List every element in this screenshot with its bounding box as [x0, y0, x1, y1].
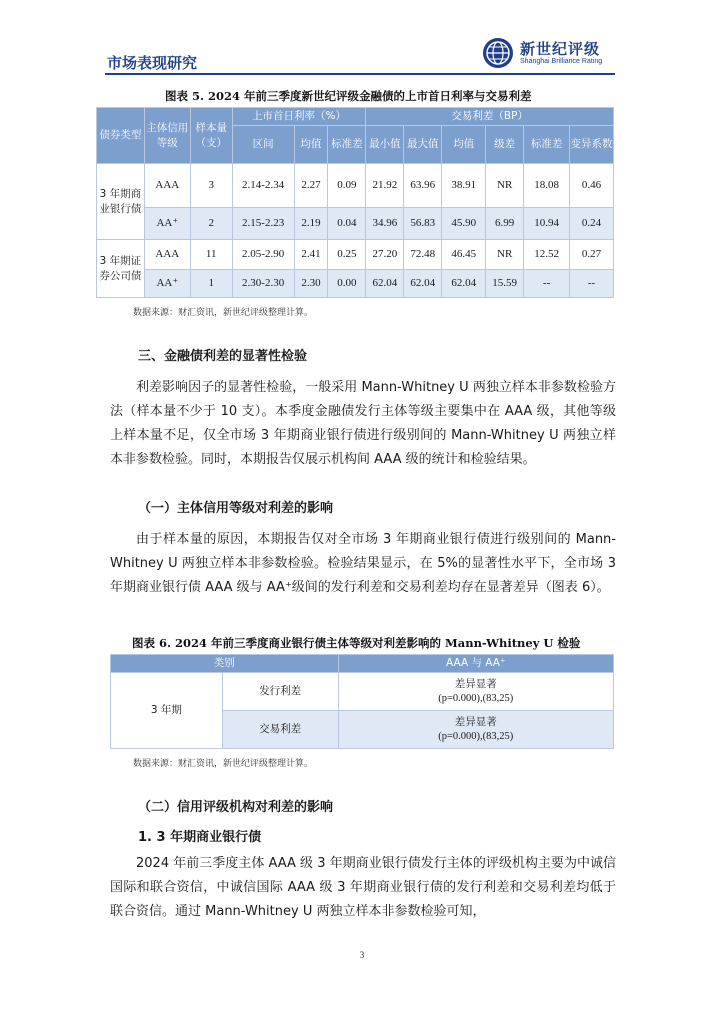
trading-std-cell: --: [524, 270, 570, 298]
header-trading-mean: 均值: [442, 126, 486, 164]
cv-cell: 0.24: [570, 208, 614, 240]
header-divider: [105, 73, 615, 75]
max-cell: 72.48: [404, 240, 442, 270]
range-cell: 2.05-2.90: [232, 240, 294, 270]
trading-std-cell: 10.94: [524, 208, 570, 240]
table5-source: 数据来源：财汇资讯，新世纪评级整理计算。: [133, 308, 314, 318]
trading-mean-cell: 62.04: [442, 270, 486, 298]
header-trading-std: 标准差: [524, 126, 570, 164]
min-cell: 34.96: [366, 208, 404, 240]
spread-label-cell: 发行利差: [222, 673, 338, 711]
table6: [110, 654, 614, 749]
range-cell: 2.14-2.34: [232, 164, 294, 208]
range-cell: 2.15-2.23: [232, 208, 294, 240]
subsection2-heading: （二）信用评级机构对利差的影响: [138, 800, 334, 815]
section-b-paragraph: 2024 年前三季度主体 AAA 级 3 年期商业银行债发行主体的评级机构主要为中诚信国际和联合资信，中诚信国际 AAA 级 3 年期商业银行债的发行利差和交易利差均低于联合资信。通过 Mann-Whitney U 两独立样本非参数检验可知，: [110, 856, 616, 919]
rating-cell: AAA: [144, 164, 190, 208]
min-cell: 27.20: [366, 240, 404, 270]
header-mean: 均值: [294, 126, 328, 164]
sample-cell: 2: [190, 208, 232, 240]
result-text: 差异显著: [454, 678, 497, 691]
header-rating: 主体信用等级: [144, 108, 190, 164]
table5-caption: 图表 5. 2024 年前三季度新世纪评级金融债的上市首日利率与交易利差: [165, 89, 532, 103]
mean-cell: 2.19: [294, 208, 328, 240]
header-cv: 变异系数: [570, 126, 614, 164]
grade-diff-cell: 6.99: [486, 208, 524, 240]
grade-diff-cell: NR: [486, 164, 524, 208]
std-cell: 0.25: [328, 240, 366, 270]
table6-source: 数据来源：财汇资讯，新世纪评级整理计算。: [133, 759, 314, 769]
page-number: 3: [359, 950, 365, 960]
trading-std-cell: 18.08: [524, 164, 570, 208]
rating-cell: AA⁺: [144, 270, 190, 298]
subsection1-heading: （一）主体信用等级对利差的影响: [138, 501, 334, 516]
min-cell: 62.04: [366, 270, 404, 298]
bond-type-cell: 3 年期证券公司债: [97, 240, 145, 298]
result-detail: (p=0.000),(83,25): [438, 730, 514, 742]
cv-cell: 0.46: [570, 164, 614, 208]
section3-heading: 三、金融债利差的显著性检验: [138, 349, 308, 364]
mean-cell: 2.27: [294, 164, 328, 208]
section-title: 市场表现研究: [107, 54, 198, 72]
table-row: [97, 208, 614, 240]
trading-std-cell: 12.52: [524, 240, 570, 270]
term-cell: 3 年期: [111, 673, 223, 749]
result-cell: [338, 711, 613, 749]
std-cell: 0.09: [328, 164, 366, 208]
table-row: [111, 673, 614, 711]
header-trading-spread: 交易利差（BP）: [366, 108, 614, 126]
result-text: 差异显著: [454, 716, 497, 729]
logo-chinese-name: 新世纪评级: [520, 40, 601, 58]
std-cell: 0.00: [328, 270, 366, 298]
brand-logo: [482, 36, 632, 72]
bond-type-cell: 3 年期商业银行债: [97, 164, 145, 240]
mean-cell: 2.30: [294, 270, 328, 298]
rating-cell: AAA: [144, 240, 190, 270]
table-row: [97, 270, 614, 298]
std-cell: 0.04: [328, 208, 366, 240]
max-cell: 56.83: [404, 208, 442, 240]
grade-diff-cell: 15.59: [486, 270, 524, 298]
header-std: 标准差: [328, 126, 366, 164]
range-cell: 2.30-2.30: [232, 270, 294, 298]
grade-diff-cell: NR: [486, 240, 524, 270]
table-row: [97, 240, 614, 270]
header-compare: AAA 与 AA⁺: [338, 655, 613, 673]
header-sample-size: 样本量（支）: [190, 108, 232, 164]
mean-cell: 2.41: [294, 240, 328, 270]
header-listing-rate: 上市首日利率（%）: [232, 108, 366, 126]
cv-cell: --: [570, 270, 614, 298]
sample-cell: 3: [190, 164, 232, 208]
sample-cell: 11: [190, 240, 232, 270]
logo-english-name: Shanghai Brilliance Rating: [520, 58, 603, 65]
table6-caption: 图表 6. 2024 年前三季度商业银行债主体等级对利差影响的 Mann-Whitney U 检验: [132, 636, 581, 650]
max-cell: 63.96: [404, 164, 442, 208]
result-cell: [338, 673, 613, 711]
section3-paragraph-2: 由于样本量的原因，本期报告仅对全市场 3 年期商业银行债进行级别间的 Mann-Whitney U 两独立样本非参数检验。检验结果显示，在 5%的显著性水平下，全市场 3 年期商业银行债 AAA 级与 AA⁺级间的发行利差和交易利差均存在显著差异（图表 6）。: [110, 532, 616, 595]
cv-cell: 0.27: [570, 240, 614, 270]
trading-mean-cell: 46.45: [442, 240, 486, 270]
table5: [96, 107, 614, 298]
header-max: 最大值: [404, 126, 442, 164]
header-range: 区间: [232, 126, 294, 164]
max-cell: 62.04: [404, 270, 442, 298]
header-category: 类别: [111, 655, 339, 673]
item1-heading: 1. 3 年期商业银行债: [138, 830, 262, 845]
header-min: 最小值: [366, 126, 404, 164]
spread-label-cell: 交易利差: [222, 711, 338, 749]
header-bond-type: 债券类型: [97, 108, 145, 164]
globe-logo-icon: [482, 37, 514, 69]
trading-mean-cell: 38.91: [442, 164, 486, 208]
table-row: [97, 164, 614, 208]
min-cell: 21.92: [366, 164, 404, 208]
page-header: [105, 36, 625, 76]
sample-cell: 1: [190, 270, 232, 298]
trading-mean-cell: 45.90: [442, 208, 486, 240]
result-detail: (p=0.000),(83,25): [438, 692, 514, 704]
rating-cell: AA⁺: [144, 208, 190, 240]
section3-paragraph-1: 利差影响因子的显著性检验，一般采用 Mann-Whitney U 两独立样本非参数检验方法（样本量不少于 10 支）。本季度金融债发行主体等级主要集中在 AAA 级，其他等级上样本量不足，仅全市场 3 年期商业银行债进行级别间的 Mann-Whitney U 两独立样本非参数检验。同时，本期报告仅展示机构间 AAA 级的统计和检验结果。: [110, 380, 616, 467]
header-grade-diff: 级差: [486, 126, 524, 164]
